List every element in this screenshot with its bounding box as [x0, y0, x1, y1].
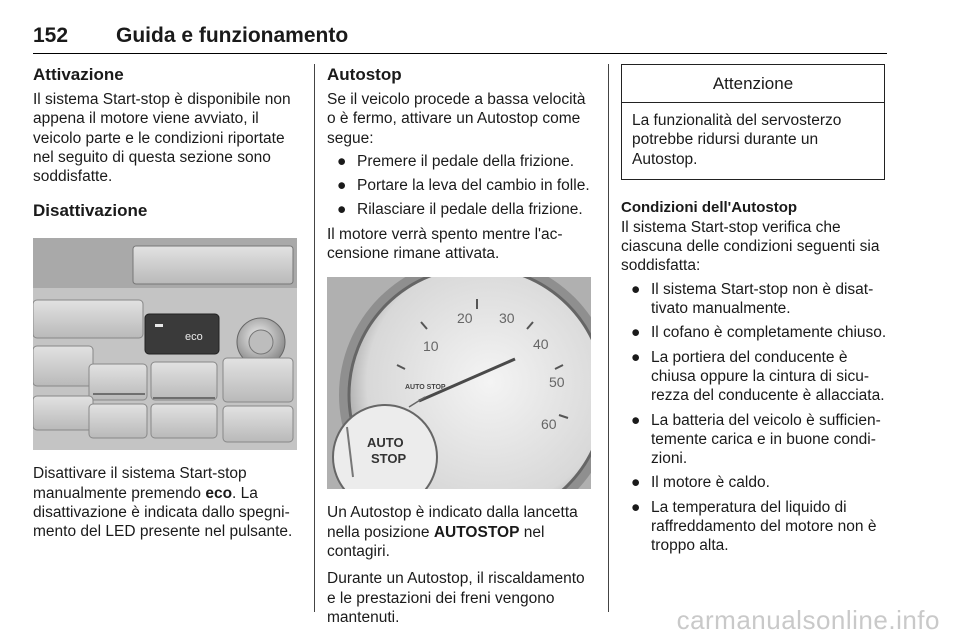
list-item-text: Il cofano è completamente chiuso. [651, 324, 887, 342]
list-item-text: La batteria del veicolo è sufficientemente carica e in buone condizioni. [651, 411, 881, 468]
heading-autostop: Autostop [327, 65, 402, 84]
bullet-icon: ● [631, 474, 641, 492]
bullet-icon: ● [337, 177, 347, 195]
eco-button-label: eco [185, 331, 203, 344]
list-item-text: Il sistema Start-stop non è disattivato manualmente. [651, 280, 874, 318]
list-item [327, 176, 595, 195]
column-left [33, 64, 301, 542]
autostop-intro: Se il veicolo procede a bassa velocità o è fermo, attivare un Autostop come segue: [327, 91, 586, 147]
column-right [621, 64, 889, 561]
section-title: Guida e funzionamento [116, 24, 349, 47]
notice-box [621, 64, 885, 180]
tachometer-photo [327, 277, 591, 489]
bullet-icon: ● [631, 280, 641, 298]
page-number: 152 [33, 24, 69, 47]
list-item [621, 323, 889, 342]
gauge-mark: 10 [423, 338, 439, 355]
bullet-icon: ● [631, 348, 641, 366]
gauge-zoom-line1: AUTO [367, 435, 404, 451]
eco-keyword: eco [205, 484, 233, 502]
console-illustration [33, 238, 297, 450]
console-photo [33, 238, 297, 450]
bullet-icon: ● [631, 324, 641, 342]
list-item [621, 348, 889, 406]
list-item [621, 498, 889, 556]
gauge-zoom-line2: STOP [371, 451, 407, 467]
bullet-icon: ● [337, 152, 347, 170]
notice-text: La funzionalità del servosterzo potrebbe ridursi durante un Autostop. [632, 112, 842, 168]
deactivation-text [33, 464, 301, 541]
autostop-steps [327, 152, 595, 220]
list-item-text: Il motore è caldo. [651, 474, 770, 492]
during-autostop-text: Durante un Autostop, il riscaldamento e le prestazioni dei freni vengono mantenuti. [327, 570, 585, 626]
engine-text: Il motore verrà spento mentre l'accensione rimane attivata. [327, 225, 563, 263]
list-item [327, 200, 595, 219]
deact-text-part2: . La disattivazione è indicata dallo spegnimento del LED presente nel pulsante. [33, 484, 293, 541]
list-item-text: Premere il pedale della frizione. [357, 152, 575, 170]
watermark: carmanualsonline.info [676, 605, 940, 635]
bullet-icon: ● [631, 498, 641, 516]
list-item-text: Portare la leva del cambio in folle. [357, 177, 590, 195]
list-item-text: La temperatura del liquido di raffreddamento del motore non è troppo alta. [651, 498, 877, 555]
list-item [621, 411, 889, 469]
gauge-mark: 20 [457, 310, 473, 327]
conditions-heading: Condizioni dell'Autostop [621, 198, 798, 216]
gauge-mark: 60 [541, 416, 557, 433]
column-middle [327, 64, 595, 627]
bullet-icon: ● [631, 411, 641, 429]
list-item [327, 152, 595, 171]
notice-title: Attenzione [622, 65, 884, 103]
tachometer-illustration [327, 277, 591, 489]
column-divider [314, 64, 315, 612]
gauge-mark: 40 [533, 336, 549, 353]
deact-text-part1: Disattivare il sistema Start-stop manualmente premendo [33, 465, 247, 502]
page-header [33, 20, 887, 54]
conditions-intro: Il sistema Start-stop verifica che ciascuna delle condizioni seguenti sia soddisfatta: [621, 218, 880, 275]
list-item [621, 280, 889, 319]
heading-deactivation: Disattivazione [33, 201, 148, 221]
list-item [621, 473, 889, 492]
indication-part2: nel contagiri. [327, 523, 545, 560]
heading-activation: Attivazione [33, 65, 124, 84]
indication-part1: Un Autostop è indicato dalla lancetta nella posizione [327, 504, 578, 541]
column-divider [608, 64, 609, 612]
activation-text: Il sistema Start-stop è disponibile non appena il motore viene avviato, il veicolo parte e le condizioni riportate nel seguito di questa sezione sono soddisfatte. [33, 91, 291, 186]
list-item-text: La portiera del conducente è chiusa oppure la cintura di sicurezza del conducente è allacciata. [651, 348, 885, 405]
gauge-mark: 30 [499, 310, 515, 327]
list-item-text: Rilasciare il pedale della frizione. [357, 201, 583, 219]
gauge-autostop-mark: AUTO STOP [405, 384, 446, 392]
indication-text [327, 503, 595, 561]
bullet-icon: ● [337, 201, 347, 219]
gauge-mark: 50 [549, 374, 565, 391]
autostop-keyword: AUTOSTOP [433, 523, 520, 541]
conditions-list [621, 280, 889, 556]
